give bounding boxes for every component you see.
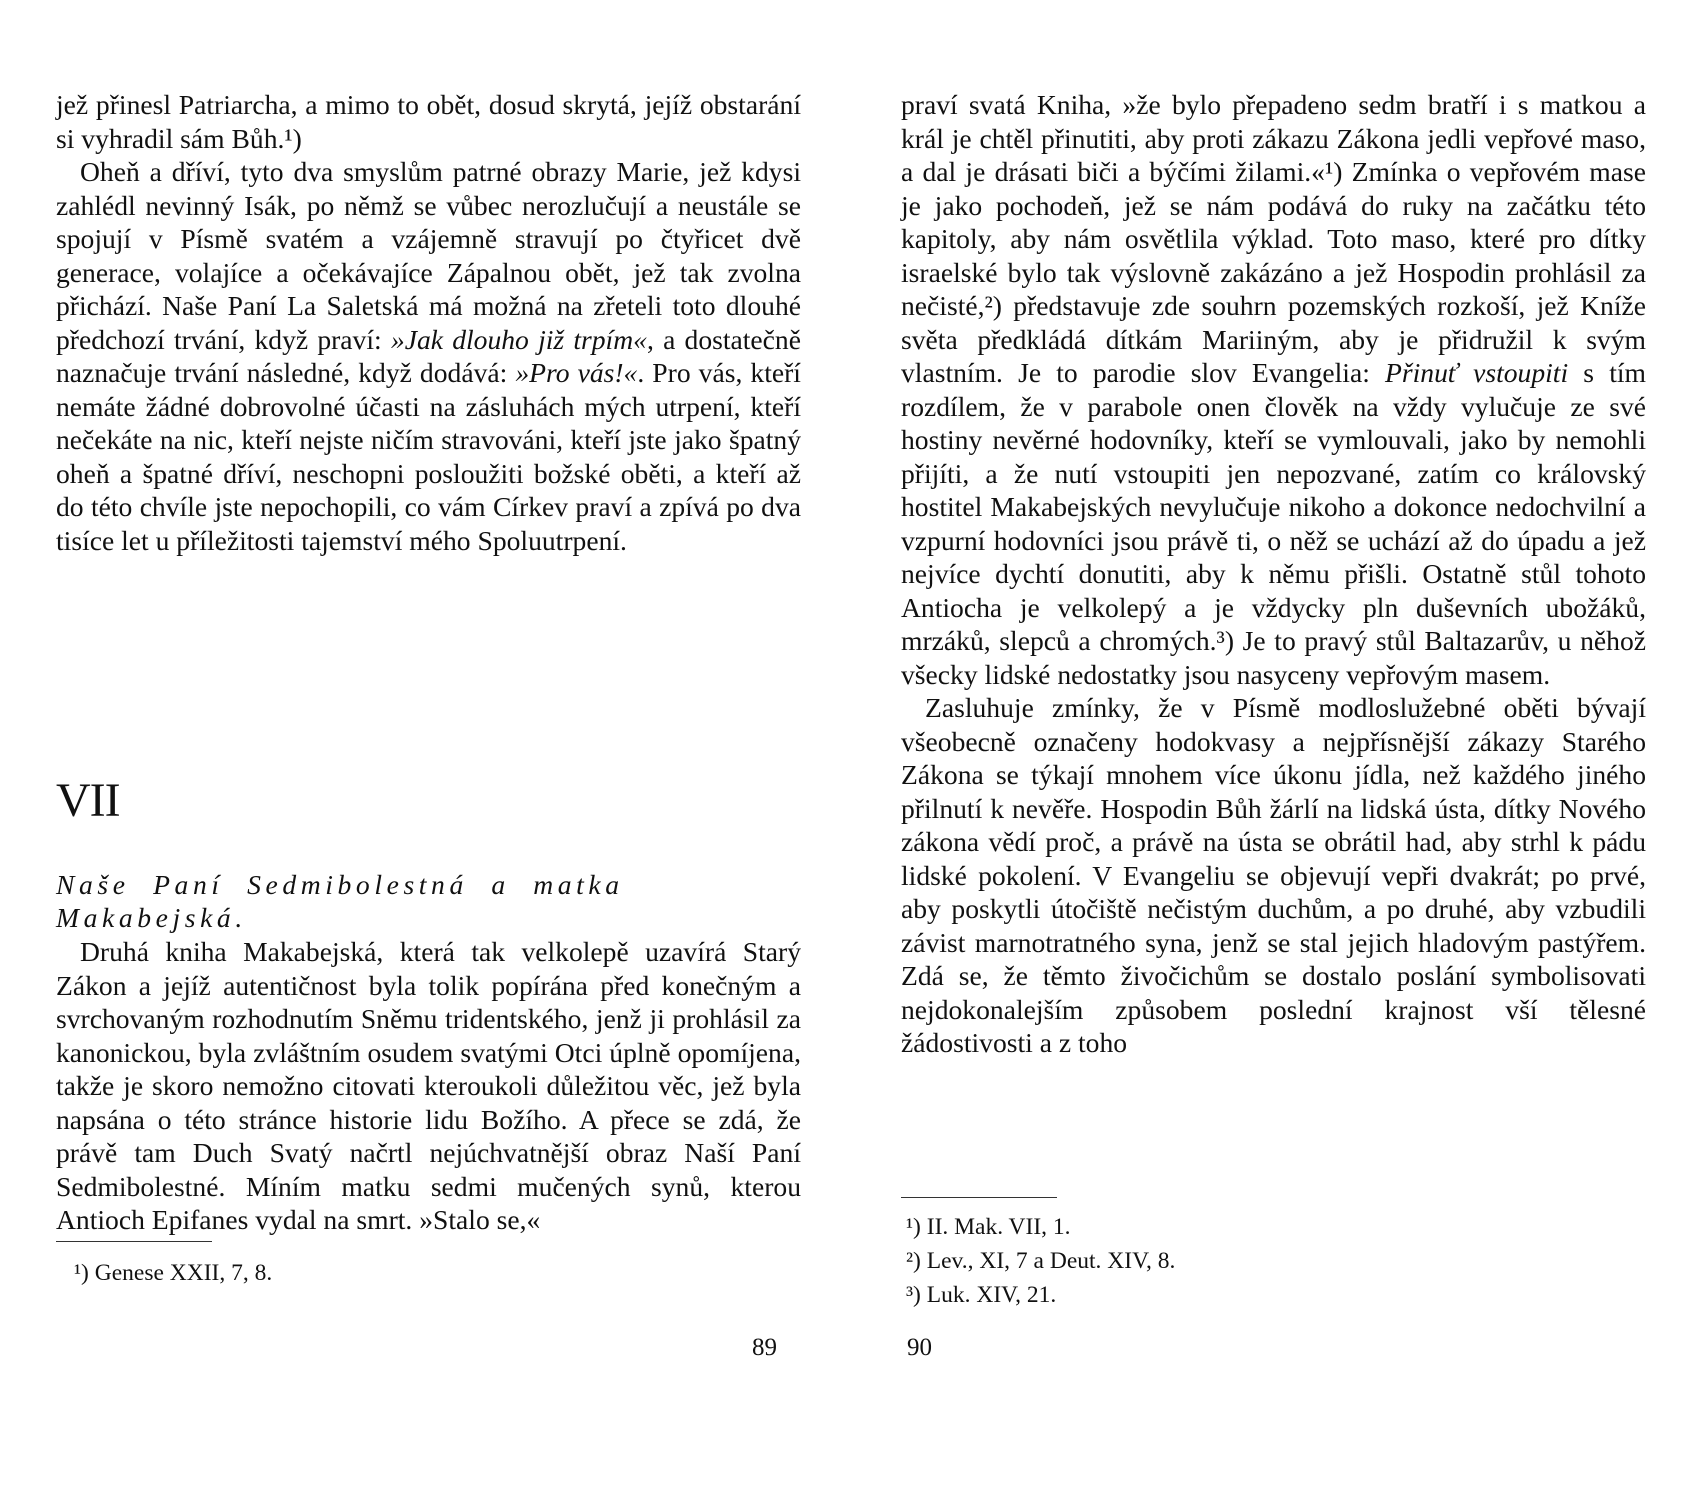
left-paragraph-2-part-3: . Pro vás, kteří nemáte žádné dobrovolné účasti na zásluhách mých utrpení, kteří nečekáte na nic, kteří nejste ničím stravováni, kteří jste jako špatný oheň a špatné dříví, neschopni posloužiti božské oběti, a kteří až do této chvíle jste nepochopili, co vám Církev praví a zpívá po dva tisíce let u příležitosti tajemství mého Spoluutrpení. [56, 357, 801, 556]
chapter-number: VII [56, 774, 120, 827]
footnote-text: Lev., XI, 7 a Deut. XIV, 8. [926, 1248, 1176, 1274]
footnote-1 [74, 1256, 272, 1290]
footnote-2 [906, 1244, 1175, 1278]
right-quote: Přinuť vstoupiti [1385, 357, 1569, 388]
footnote-text: Luk. XIV, 21. [926, 1282, 1057, 1308]
footnote-text: Genese XXII, 7, 8. [94, 1260, 273, 1286]
right-page [852, 0, 1704, 1500]
right-paragraph-2: Zasluhuje zmínky, že v Písmě modloslužebné oběti bývají všeobecně označeny hodokvasy a nejpřísnější zákazy Starého Zákona se týkají mnohem více úkonu jídla, než každého jiného přilnutí k nevěře. Hospodin Bůh žárlí na lidská ústa, dítky Nového zákona vědí proč, a právě na ústa se obrátil had, aby strhl k pádu lidské pokolení. V Evangeliu se objevují vepři dvakrát; po prvé, aby poskytli útočiště nečistým duchům, a po druhé, aby vzbudili závist marnotratného syna, jenž se stal jejich hladovým pastýřem. Zdá se, že těmto živočichům se dostalo poslání symbolisovati nejdokonalejším způsobem poslední krajnost vší tělesné žádostivosti a z toho [901, 692, 1646, 1058]
left-page-text [56, 88, 801, 557]
left-quote-1: »Jak dlouho již trpím« [390, 323, 647, 355]
footnote-3 [906, 1278, 1056, 1312]
left-body-paragraph: Druhá kniha Makabejská, která tak velkolepě uzavírá Starý Zákon a jejíž autentičnost byla tolik popírána před konečným a svrchovaným rozhodnutím Sněmu tridentského, jenž ji prohlásil za kanonickou, byla zvláštním osudem svatými Otci úplně opomíjena, takže je skoro nemožno citovati kteroukoli důležitou věc, jež byla napsána o této stránce historie lidu Božího. A přece se zdá, že právě tam Duch Svatý načrtl nejúchvatnější obraz Naší Paní Sedmibolestné. Míním matku sedmi mučených synů, kterou Antioch Epifanes vydal na smrt. »Stalo se,« [56, 936, 801, 1235]
page-number-right: 90 [907, 1334, 932, 1361]
footnote-mark: ²) [906, 1248, 921, 1274]
right-paragraph-1 [901, 88, 1646, 691]
footnote-1 [906, 1210, 1071, 1244]
right-page-text [901, 88, 1646, 1060]
left-paragraph-2 [56, 155, 801, 557]
footnote-mark: ³) [906, 1282, 921, 1308]
footnote-mark: ¹) [906, 1214, 921, 1240]
footnote-mark: ¹) [74, 1260, 89, 1286]
left-body-text [56, 935, 801, 1237]
footnote-divider [901, 1197, 1057, 1198]
right-paragraph-1-part-1: praví svatá Kniha, »že bylo přepadeno sedm bratří i s matkou a král je chtěl přinutiti, aby proti zákazu Zákona jedli vepřové maso, a dal je drásati biči a býčími žilami.«¹) Zmínka o vepřovém mase je jako pochodeň, jež se nám podává do ruky na začátku této kapitoly, aby nám osvětlila výklad. Toto maso, které pro dítky israelské bylo tak výslovně zakázáno a jež Hospodin prohlásil za nečisté,²) představuje zde souhrn pozemských rozkoší, jež Kníže světa předkládá dítkám Mariiným, aby je přidružil k svým vlastním. Je to parodie slov Evangelia: [901, 89, 1646, 388]
page-number-left: 89 [752, 1334, 777, 1361]
footnote-divider [56, 1241, 212, 1242]
right-paragraph-1-part-2: s tím rozdílem, že v parabole onen člověk na vždy vylučuje ze své hostiny nevěrné hodovníky, kteří se vymlouvali, jako by nemohli přijíti, a že nutí vstoupiti jen nepozvané, zatím co královský hostitel Makabejských nevylučuje nikoho a dokonce nedochvilní a vzpurní hodovníci jsou právě ti, o něž se uchází až do úpadu a jež nejvíce dychtí donutiti, aby k němu přišli. Ostatně stůl tohoto Antiocha je velkolepý a je vždycky pln duševních ubožáků, mrzáků, slepců a chromých.³) Je to pravý stůl Baltazarův, u něhož všecky lidské nedostatky jsou nasyceny vepřovým masem. [901, 357, 1646, 690]
left-paragraph-2-part-2: , a dostatečně naznačuje trvání následné, když dodává: [56, 323, 801, 388]
chapter-title: Naše Paní Sedmibolestná a matka Makabejská. [56, 869, 624, 933]
left-paragraph-1: jež přinesl Patriarcha, a mimo to obět, dosud skrytá, jejíž obstarání si vyhradil sám Bůh.¹) [56, 89, 801, 154]
footnote-text: II. Mak. VII, 1. [926, 1214, 1071, 1240]
left-paragraph-2-part-1: Oheň a dříví, tyto dva smyslům patrné obrazy Marie, jež kdysi zahlédl nevinný Isák, po němž se vůbec nerozlučují a neustále se spojují v Písmě svatém a vzájemně stravují po čtyřicet dvě generace, volajíce a očekávajíce Zápalnou obět, jež tak zvolna přichází. Naše Paní La Saletská má možná na zřeteli toto dlouhé předchozí trvání, když praví: [56, 156, 801, 355]
left-quote-2: »Pro vás!« [515, 357, 638, 388]
